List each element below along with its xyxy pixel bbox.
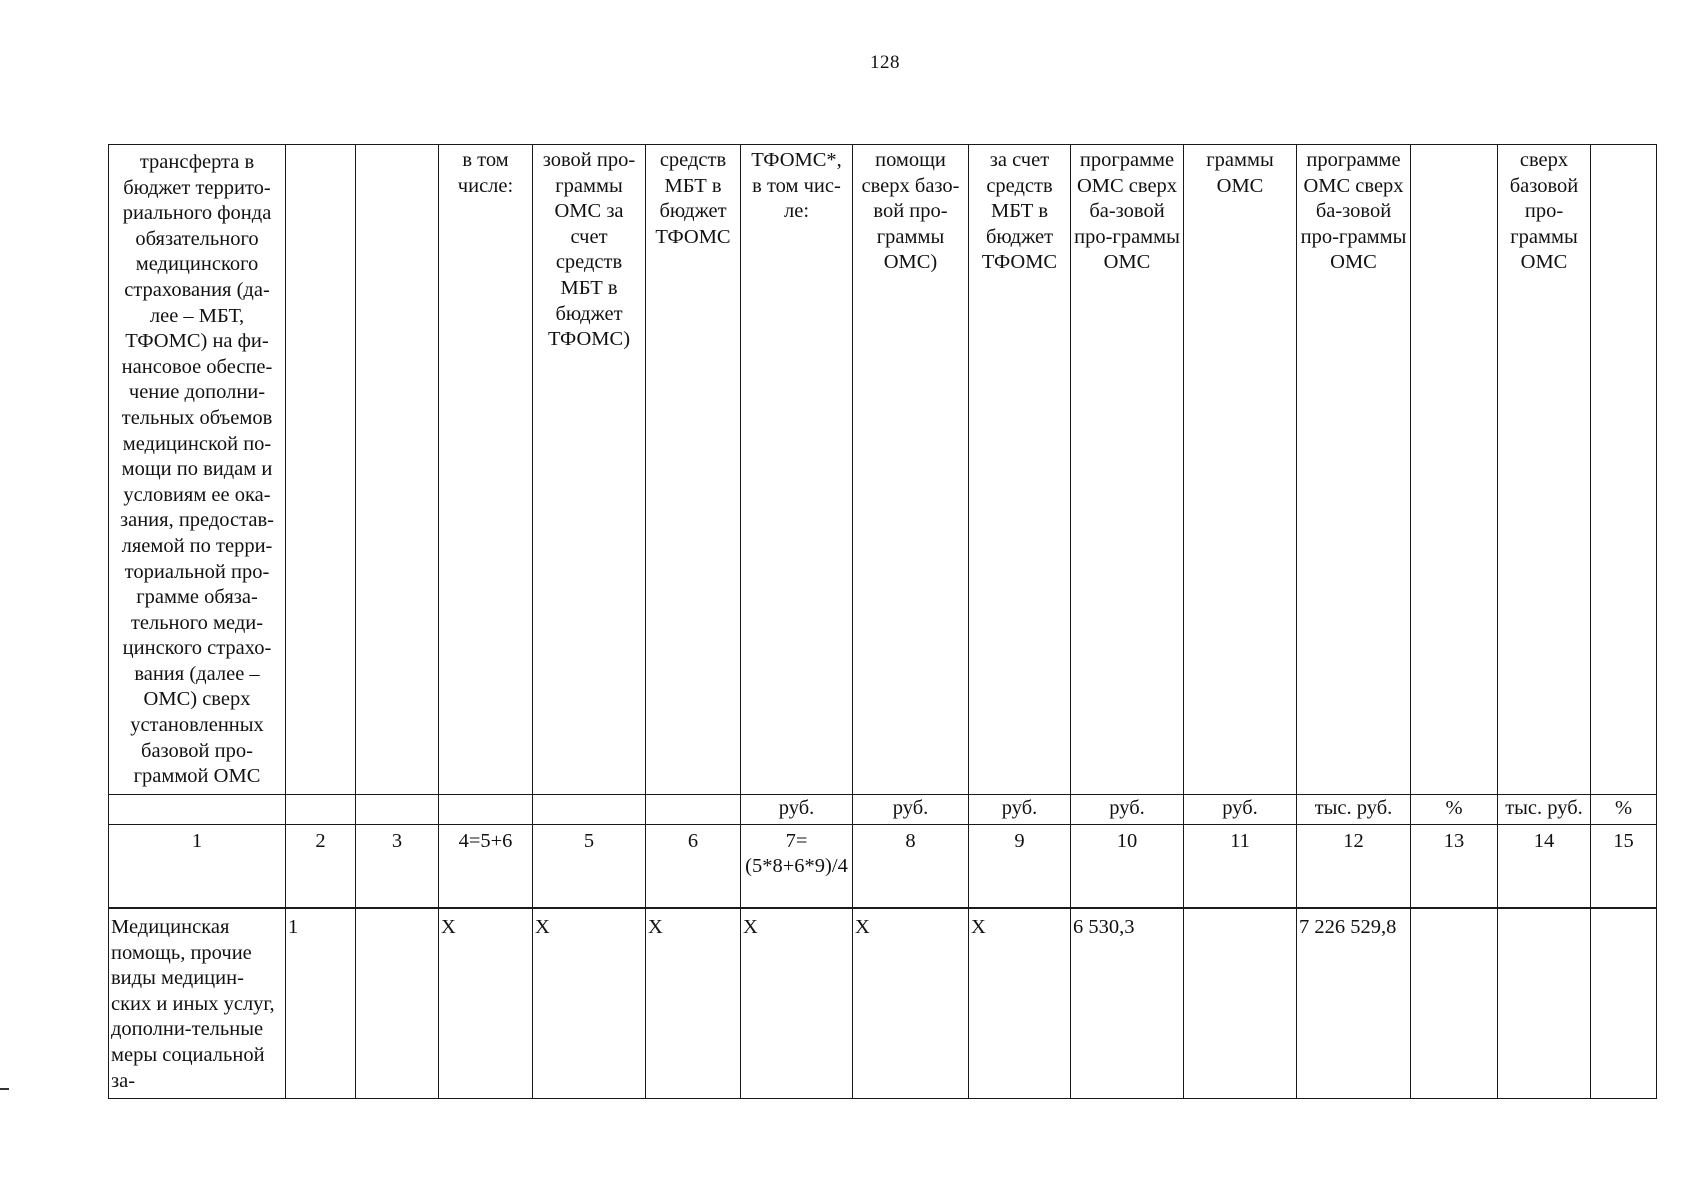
header-cell: трансферта в бюджет террито-риального фонда обязательного медицинского страхования (да-лее – МБТ, ТФОМС) на фи-нансовое обеспе-чение дополни-тельных объемов медицинской по-мощи по видам и условиям ее ока-зания, предостав-ляемой по терри-ториальной про-грамме обяза-тельного меди-цинского страхо-вания (далее – ОМС) сверх установленных базовой про-граммой ОМС [109,145,286,795]
unit-cell: % [1411,795,1498,825]
header-cell: программе ОМС сверх ба-зовой про-граммы ОМС [1297,145,1411,795]
unit-cell: руб. [741,795,853,825]
column-index-cell: 11 [1184,825,1297,909]
column-index-cell: 10 [1071,825,1184,909]
table-cell: X [969,908,1071,1099]
column-index-cell: 15 [1591,825,1657,909]
header-cell: зовой про-граммы ОМС за счет средств МБТ в бюджет ТФОМС) [533,145,646,795]
header-cell: граммы ОМС [1184,145,1297,795]
table-cell [1498,908,1591,1099]
table-cell: X [853,908,969,1099]
header-cell: в том числе: [439,145,533,795]
column-index-cell: 2 [286,825,356,909]
unit-cell: руб. [1184,795,1297,825]
header-cell: сверх базовой про-граммы ОМС [1498,145,1591,795]
column-index-cell: 6 [646,825,741,909]
column-index-cell: 8 [853,825,969,909]
unit-cell: % [1591,795,1657,825]
column-index-cell: 13 [1411,825,1498,909]
table-cell: 6 530,3 [1071,908,1184,1099]
unit-cell [286,795,356,825]
unit-cell [439,795,533,825]
table-cell: Медицинская помощь, прочие виды медицин-ских и иных услуг, дополни-тельные меры социальной за- [109,908,286,1099]
column-index-cell: 4=5+6 [439,825,533,909]
table-cell: X [741,908,853,1099]
header-cell: ТФОМС*, в том чис-ле: [741,145,853,795]
header-cell: помощи сверх базо-вой про-граммы ОМС) [853,145,969,795]
header-cell [356,145,439,795]
header-cell: за счет средств МБТ в бюджет ТФОМС [969,145,1071,795]
unit-cell [646,795,741,825]
column-index-cell: 3 [356,825,439,909]
header-cell: программе ОМС сверх ба-зовой про-граммы ОМС [1071,145,1184,795]
table-cell [1411,908,1498,1099]
unit-cell: руб. [969,795,1071,825]
column-index-cell: 9 [969,825,1071,909]
table-row [109,908,1657,1099]
column-index-cell: 5 [533,825,646,909]
column-index-cell: 1 [109,825,286,909]
header-cell [286,145,356,795]
report-table [108,144,1657,1099]
unit-cell [109,795,286,825]
header-cell [1411,145,1498,795]
unit-cell [533,795,646,825]
table-index-row [109,825,1657,909]
table-cell: 1 [286,908,356,1099]
column-index-cell: 7=(5*8+6*9)/4 [741,825,853,909]
table-cell [1184,908,1297,1099]
column-index-cell: 12 [1297,825,1411,909]
margin-mark [0,1088,9,1090]
table-cell: 7 226 529,8 [1297,908,1411,1099]
header-cell: средств МБТ в бюджет ТФОМС [646,145,741,795]
table-cell: X [533,908,646,1099]
unit-cell: руб. [1071,795,1184,825]
unit-cell: руб. [853,795,969,825]
unit-cell: тыс. руб. [1498,795,1591,825]
table-cell [356,908,439,1099]
header-cell [1591,145,1657,795]
unit-cell: тыс. руб. [1297,795,1411,825]
unit-cell [356,795,439,825]
table-cell: X [439,908,533,1099]
table-units-row [109,795,1657,825]
table-cell [1591,908,1657,1099]
table-header-row [109,145,1657,795]
table-cell: X [646,908,741,1099]
column-index-cell: 14 [1498,825,1591,909]
page-number: 128 [870,52,900,73]
